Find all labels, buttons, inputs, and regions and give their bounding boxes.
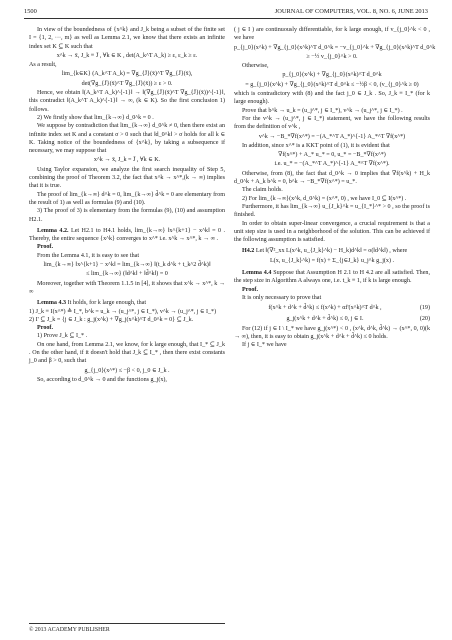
paragraph: If j ∈ I_* we have [242,342,287,349]
equation: x^k → x̄, J_k = J̄ , ∀k ∈ K. [93,157,161,164]
lemma-body: It holds, for k large enough, that [67,300,147,307]
proof-label: Proof. [37,325,53,332]
equation: g_{j_0}(x^*) ≤ −β < 0, j_0 ∈ J_k . [84,367,170,374]
paragraph: For (12) if j ∈ I \ I_* we have g_j(x^*) < 0 , (x^k, d^k, d̃^k) → (x^*, 0, 0)(k → ∞), then, it is easy to obtain g_j(x^k + d^k + d̃^k) ≤ 0 holds. [234,325,430,341]
paragraph: The proof of lim_{k→∞} d^k = 0, lim_{k→∞} d̃^k = 0 are elementary from the result of 1) as well as formulas (9) and (10). [29,191,225,206]
lemma-body: Suppose that Assumption H 2.1 to H 4.2 are all satisfied. Then, the step size in Algorithm A always one, i.e. t_k ≡ 1, if k is large enough. [234,270,430,285]
paragraph: Otherwise, [242,63,269,70]
equation: ≥ −½ v_{j_0}^k > 0. [306,53,358,60]
paragraph: So, according to d_0^k → 0 and the functions g_j(x), [37,376,167,383]
equation: f(x^k + d^k + d̃^k) ≤ f(x^k) + αf'(x^k)^T d^k , [268,305,382,312]
numbered-equation [234,304,430,312]
paragraph: For the v^k → (u_j^*, j ∈ I_*) statement, we have the following results from the definition of v^k , [234,115,430,131]
paragraph: which is contradictory with (8) and the fact j_0 ∈ J_k . So, J_k ≡ I_* (for k large enough). [234,91,430,106]
header-rule [24,18,428,19]
equation: p_{j_0}(x^k) + ∇g_{j_0}(x^k)^T d_0^k = −v_{j_0}^k + ∇g_{j_0}(x^k)^T d_0^k [234,44,436,51]
equation: lim_{k→∞} ‖x^{k+1} − x^k‖ = lim_{k→∞} ‖(t_k d^k + t_k^2 d̃^k)‖ [43,262,211,269]
paragraph: 1) Prove J_k ⊆ I_* . [37,333,88,340]
equation: ≤ lim_{k→∞} (‖d^k‖ + ‖d̃^k‖) = 0 [86,271,168,278]
equation: i.e. u_* = −(A_*^T A_*)^{-1} A_*^T ∇f(x^*). [274,161,390,168]
proof-label: Proof. [242,286,258,293]
paragraph: 2) For lim_{k→∞}(x^k, d_0^k) = (x^*, 0) , we have I_0 ⊆ I(x^*) . [242,195,407,202]
paragraph: Prove that b^k → u_k = (u_j^*, j ∈ I_*), v^k → (u_j^*, j ∈ I_*) . [242,107,403,114]
paragraph: Using Taylor expansion, we analyze the first search inequality of Step 5, combining the proof of Theorem 3.2, the fact that x^k → x^*,(k → ∞) implies that it is true. [29,166,225,190]
lemma-4-4 [234,269,430,286]
paragraph: In addition, since x^* is a KKT point of (1), it is evident that [242,142,390,149]
journal-title: JOURNAL OF COMPUTERS, VOL. 8, NO. 6, JUNE 2013 [274,8,428,15]
publisher-footer: © 2013 ACADEMY PUBLISHER [29,627,110,633]
paragraph: 3) The proof of 3) is elementary from the formulas (9), (10) and assumption H2.1. [29,208,225,223]
assumption-title: H4.2 [242,248,255,255]
paragraph: On one hand, from Lemma 2.1, we know, for k large enough, that I_* ⊆ J_k . On the other hand, if it doesn't hold that J_k ⊆ I_* , then there exist constants j_0 and β > 0, such that [29,341,225,365]
lemma-item: 2) I' ⊆ J_k = {j ∈ J_k : g_j(x^k) + ∇g_j(x^k)^T d_0^k = 0} ⊆ J_k. [29,316,194,323]
footer-rule [29,623,225,624]
running-header [24,8,428,18]
paragraph: As a result, [29,62,57,69]
lemma-title: Lemma 4.4 [242,270,272,277]
lemma-title: Lemma 4.2. [37,227,69,234]
numbered-equation [234,315,430,323]
equation: = g_{j_0}(x^k) + ∇g_{j_0}(x^k)^T d_0^k ≤ −½β < 0, (v_{j_0}^k ≥ 0) [245,81,419,88]
equation: v^k → −B_*∇f(x^*) = −(A_*^T A_*)^{-1} A_*^T ∇f(x^*) [258,133,406,140]
equation: g_j(x^k + d^k + d̃^k) ≤ 0, j ∈ I. [286,315,364,322]
page-number: 1500 [24,8,37,15]
equation: lim_{k∈K} (A_k^T A_k) = ∇g_{J̄}(x̄)^T ∇g_{J̄}(x̄), [61,71,193,78]
equation-number: (20) [419,315,430,322]
lemma-item: 1) J_k ≡ I(x^*) ≜ I_*, b^k = u_k → (u_j^*, j ∈ I_*), v^k → (u_j^*, j ∈ I_*) [29,308,217,315]
proof-label: Proof. [37,244,53,251]
paragraph: From the Lemma 4.1, it is easy to see that [37,252,140,259]
equation: ∇f(x^*) + A_* u_* = 0, u_* = −B_*∇f(x^*) [278,152,386,159]
lemma-4-3 [29,299,225,307]
paragraph: It is only necessary to prove that [242,294,322,301]
paragraph: Moreover, together with Theorem 1.1.5 in [4], it shows that x^k → x^*, k → ∞ [29,280,225,295]
equation: p_{j_0}(x^k) + ∇g_{j_0}(x^k)^T d_0^k [282,72,382,79]
lemma-body: Let H2.1 to H4.1 holds, lim_{k→∞} ‖x^{k+1} − x^k‖ = 0 . Thereby, the entire sequence {x^k} converges to x^* i.e. x^k → x^*, k → ∞ . [29,227,225,243]
paragraph: The claim holds. [242,187,283,194]
paragraph: We suppose by contradiction that lim_{k→∞} d_0^k ≠ 0, then there exist an infinite index set K and a constant σ > 0 such that ‖d_0^k‖ > σ holds for all k ∈ K. Taking notice of the boundedness of {x^k}, by taking a subsequence if necessary, we may suppose that [29,123,225,155]
equation: det(∇g_{J̄}(x̄)^T ∇g_{J̄}(x̄)) ≥ ε > 0. [81,80,173,87]
equation-number: (19) [419,305,430,312]
equation: L(x, u_{J_k}^k) = f(x) + Σ_{j∈J_k} u_j^k g_j(x) . [269,257,395,264]
lemma-4-2 [29,227,225,244]
right-column [234,26,436,350]
paragraph: 2) We firstly show that lim_{k→∞} d_0^k = 0 . [37,114,154,121]
paragraph: ( j ∈ I ) are continuously differentiable, for k large enough, if v_{j_0}^k < 0 , we have [234,27,430,42]
paragraph: In view of the boundedness of {x^k} and J_k being a subset of the finite set I = {1, 2, ···, m} as well as Lemma 2.1, we know that there exists an infinite index set K ⊆ K such that [29,27,225,50]
assumption-h4-2 [234,247,430,255]
paragraph: Hence, we obtain ‖(A_k^T A_k)^{-1}‖ → ‖(∇g_{J̄}(x̄)^T ∇g_{J̄}(x̄))^{-1}‖, this contradict ‖(A_k^T A_k)^{-1}‖ → ∞, (k ∈ K). So the first conclusion 1) follows. [29,90,225,113]
paragraph: Otherwise, from (8), the fact that d_0^k → 0 implies that ∇f(x^k) + H_k d_0^k + A_k b^k = 0, b^k → −B_*∇f(x^*) = u_*. [234,170,430,186]
paragraph: Furthermore, it has lim_{k→∞} u_{J_k}^k = u_{I_*}^* > 0 , so the proof is finished. [234,203,430,219]
assumption-body: Let ‖(∇²_xx L(x^k, u_{J_k}^k) − H_k)d^k‖ = o(‖d^k‖) , where [255,248,408,255]
paragraph: In order to obtain super-linear convergence, a crucial requirement is that a unit step size is used in a neighborhood of the solution. This can be achieved if the following assumption is satisfied. [234,220,430,244]
lemma-title: Lemma 4.3 [37,300,67,307]
left-column [29,26,225,384]
equation: x^k → x̄, J_k ≡ J̄ , ∀k ∈ K , det(A_k^T A_k) ≥ ε, ε_k ≥ ε. [56,52,198,59]
